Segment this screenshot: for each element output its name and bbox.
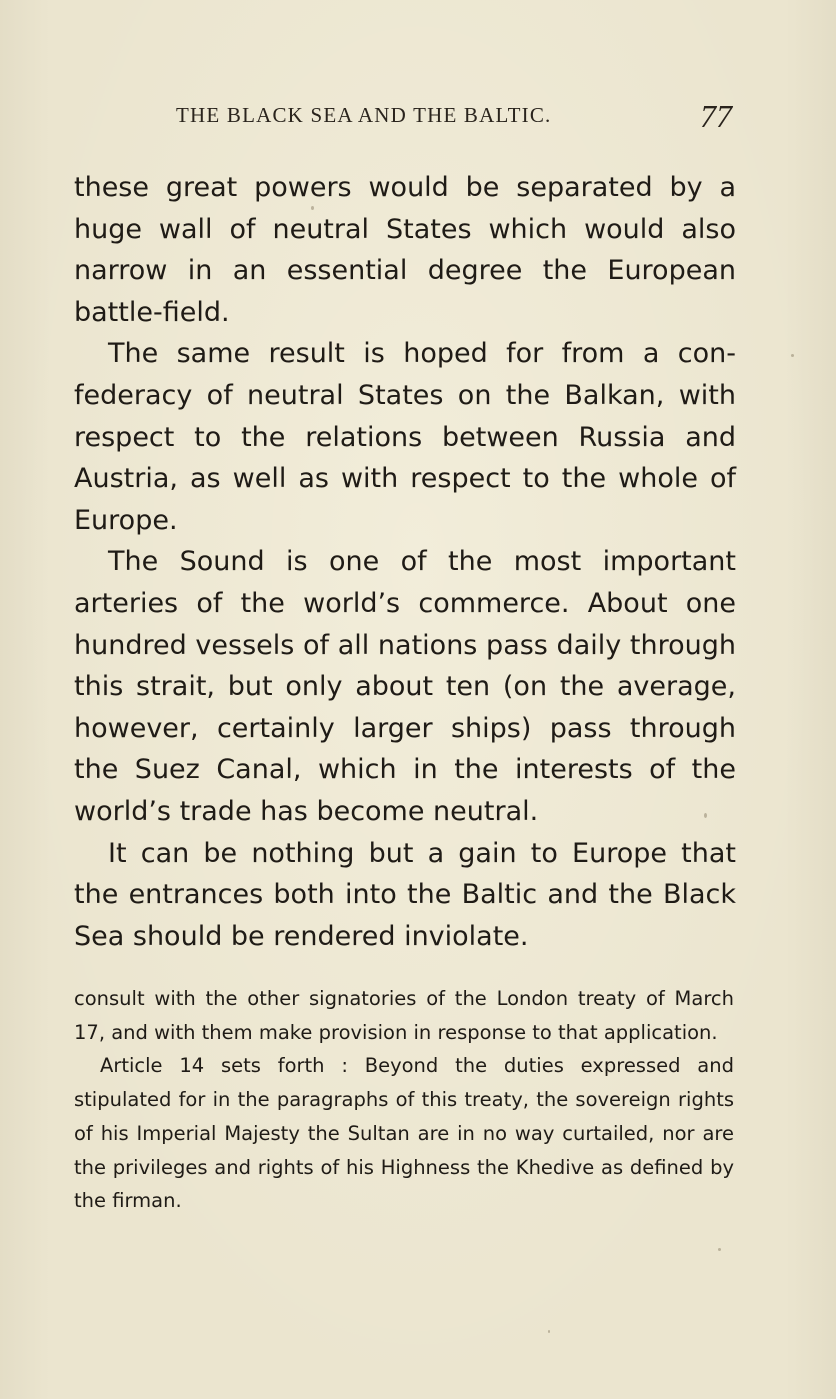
paragraph: The Sound is one of the most important arteries of the world’s commerce. About one hundred vessels of all nations pass daily through this strait, but only about ten (on the average, however, certainly larger ships) pass through the Suez Canal, which in the interests of the world’s trade has become neutral.: [74, 546, 736, 827]
footnote: [74, 982, 734, 1218]
running-head: THE BLACK SEA AND THE BALTIC.: [176, 103, 552, 127]
paper-speck: [718, 1248, 721, 1251]
main-text: [74, 167, 736, 957]
paragraph: these great powers would be separated by a huge wall of neutral States which would also narrow in an essential degree the European battle-field.: [74, 172, 736, 328]
paper-speck: [704, 813, 707, 818]
paper-speck: [548, 1330, 550, 1333]
paragraph: The same result is hoped for from a con-federacy of neutral States on the Balkan, with respect to the relations between Russia and Austria, as well as with respect to the whole of Europe.: [74, 338, 736, 536]
paragraph: It can be nothing but a gain to Europe that the entrances both into the Baltic and the Black Sea should be rendered inviolate.: [74, 837, 736, 952]
page-number: 77: [700, 98, 732, 134]
paper-speck: [791, 354, 794, 357]
paper-speck: [311, 206, 314, 210]
footnote-paragraph: Article 14 sets forth : Beyond the duties expressed and stipulated for in the paragraphs of this treaty, the sovereign rights of his Imperial Majesty the Sultan are in no way curtailed, nor are the privileges and rights of his Highness the Khedive as defined by the firman.: [74, 1054, 734, 1213]
footnote-paragraph: consult with the other signatories of the London treaty of March 17, and with them make provision in response to that application.: [74, 987, 734, 1044]
